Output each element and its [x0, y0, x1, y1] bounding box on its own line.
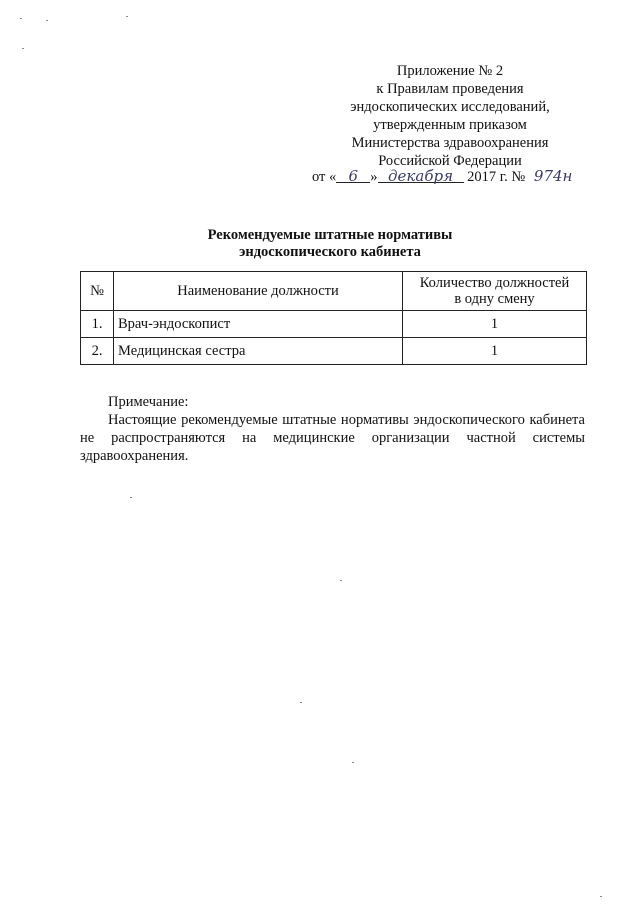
header-qty-line-1: Количество должностей: [419, 275, 570, 291]
annex-line: утвержденным приказом: [373, 117, 527, 133]
table-header-row: [81, 272, 587, 311]
cell-num: 2.: [81, 338, 114, 365]
cell-name: Врач-эндоскопист: [114, 311, 403, 338]
title-line-2: эндоскопического кабинета: [239, 244, 421, 260]
date-year: 2017 г. №: [467, 169, 526, 185]
annex-line: Приложение № 2: [396, 63, 504, 79]
cell-qty: 1: [403, 338, 587, 365]
note-section: [80, 393, 585, 465]
staff-norms-table: [80, 271, 587, 365]
table-row: [81, 311, 587, 338]
annex-line: Министерства здравоохранения: [351, 135, 549, 151]
date-day-handwritten: 6: [336, 166, 370, 183]
table-row: [81, 338, 587, 365]
annex-line: к Правилам проведения: [376, 81, 524, 97]
order-date-line: [312, 166, 581, 187]
scan-speck: [130, 497, 132, 498]
scan-speck: [340, 580, 342, 581]
title-line-1: Рекомендуемые штатные нормативы: [207, 227, 453, 243]
note-text: Настоящие рекомендуемые штатные нормативы эндоскопического кабинета не распространяются на медицинские организации частной системы здравоохранения.: [80, 412, 585, 464]
document-title: [80, 227, 580, 261]
scan-speck: [20, 18, 22, 19]
annex-header: [300, 62, 600, 170]
cell-num: 1.: [81, 311, 114, 338]
date-prefix: от «: [312, 169, 337, 185]
scan-speck: [300, 702, 302, 703]
scan-speck: [600, 896, 602, 897]
cell-name: Медицинская сестра: [114, 338, 403, 365]
header-name: Наименование должности: [114, 272, 403, 311]
header-qty-line-2: в одну смену: [454, 291, 535, 307]
date-month-handwritten: декабря: [378, 166, 464, 183]
scan-speck: [22, 48, 24, 49]
cell-qty: 1: [403, 311, 587, 338]
date-mid: »: [370, 169, 378, 185]
header-qty: [403, 272, 587, 311]
note-label: Примечание:: [108, 394, 189, 410]
scan-speck: [352, 762, 354, 763]
scan-speck: [126, 16, 128, 17]
annex-line: Российской Федерации: [378, 153, 522, 169]
scan-speck: [46, 20, 48, 21]
annex-line: эндоскопических исследований,: [350, 99, 550, 115]
header-num: №: [81, 272, 114, 311]
order-number-handwritten: 974н: [533, 167, 573, 185]
